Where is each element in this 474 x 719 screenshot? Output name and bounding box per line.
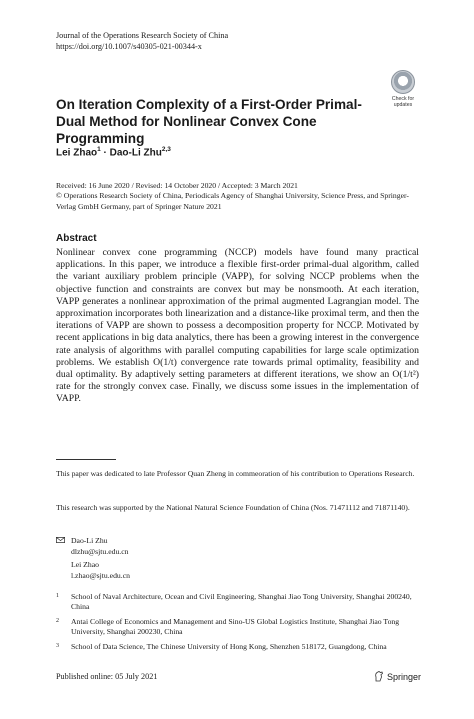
badge-line2: updates <box>393 102 413 108</box>
contact-email[interactable]: l.zhao@sjtu.edu.cn <box>71 570 130 580</box>
author-affiliation-mark: 1 <box>97 146 101 153</box>
author-list <box>56 146 171 158</box>
author-separator: · <box>100 147 110 159</box>
funding-note: This research was supported by the National Natural Science Foundation of China (Nos. 71471112 and 71871140). <box>56 503 410 512</box>
springer-horse-icon <box>374 671 384 682</box>
contact-entry <box>71 536 128 557</box>
author-affiliation-mark: 2,3 <box>161 146 171 153</box>
affiliation-text: School of Naval Architecture, Ocean and Civil Engineering, Shanghai Jiao Tong University, Shanghai 200240, China <box>71 592 412 612</box>
article-history <box>56 181 426 212</box>
contact-entry <box>71 560 130 581</box>
received-dates: Received: 16 June 2020 / Revised: 14 October 2020 / Accepted: 3 March 2021 <box>56 181 298 190</box>
contact-email[interactable]: dlzhu@sjtu.edu.cn <box>71 546 129 556</box>
abstract-text: Nonlinear convex cone programming (NCCP) models have found many practical applications. In this paper, we introduce a flexible first-order primal-dual algorithm, called the variant auxiliary problem principle (VAPP), for solving NCCP problems when the objective function and constraints are convex but may be nonsmooth. At each iteration, VAPP generates a nonlinear approximation of the primal augmented Lagrangian model. The approximation incorporates both linearization and a distance-like proximal term, and then the iterations of VAPP are shown to possess a decomposition property for NCCP. Motivated by recent applications in big data analytics, there has been a growing interest in the convergence rate analysis of algorithms with parallel computing capabilities for large scale optimization problems. We establish O(1/t) convergence rate towards primal optimality, feasibility and dual optimality. By adaptively setting parameters at different iterations, we show an O(1/t²) rate for the strongly convex case. Finally, we discuss some issues in the implementation of VAPP. <box>56 247 419 405</box>
check-for-updates-badge[interactable] <box>386 70 420 108</box>
badge-line1: Check for <box>391 96 415 102</box>
contact-name: Dao-Li Zhu <box>71 536 108 545</box>
affiliation-text: School of Data Science, The Chinese University of Hong Kong, Shenzhen 518172, Guangdong, China <box>71 642 387 651</box>
envelope-icon <box>56 537 65 543</box>
check-for-updates-icon <box>391 70 415 94</box>
affiliation-number: 3 <box>56 643 59 649</box>
author-name: Dao-Li Zhu <box>109 147 162 159</box>
affiliation-text: Antai College of Economics and Management and Sino-US Global Logistics Institute, Shanghai Jiao Tong University, Shanghai 200230, China <box>71 617 400 637</box>
journal-name: Journal of the Operations Research Society of China <box>56 31 229 40</box>
footnote-divider <box>56 459 116 460</box>
dedication-note: This paper was dedicated to late Professor Quan Zheng in commeoration of his contribution to Operations Research. <box>56 469 415 478</box>
affiliation-number: 2 <box>56 618 59 624</box>
journal-header <box>56 30 228 52</box>
published-date: Published online: 05 July 2021 <box>56 672 158 681</box>
contact-name: Lei Zhao <box>71 560 99 569</box>
abstract-heading: Abstract <box>56 233 97 244</box>
affiliation-number: 1 <box>56 593 59 599</box>
publisher-logo <box>374 671 421 682</box>
publisher-name: Springer <box>387 671 422 682</box>
author-name: Lei Zhao <box>56 147 98 159</box>
doi-link[interactable]: https://doi.org/10.1007/s40305-021-00344-x <box>56 42 202 51</box>
article-title: On Iteration Complexity of a First-Order Primal-Dual Method for Nonlinear Convex Cone Programming <box>56 97 362 146</box>
copyright-notice: © Operations Research Society of China, Periodicals Agency of Shanghai University, Science Press, and Springer-Verlag GmbH Germany, part of Springer Nature 2021 <box>56 191 409 211</box>
